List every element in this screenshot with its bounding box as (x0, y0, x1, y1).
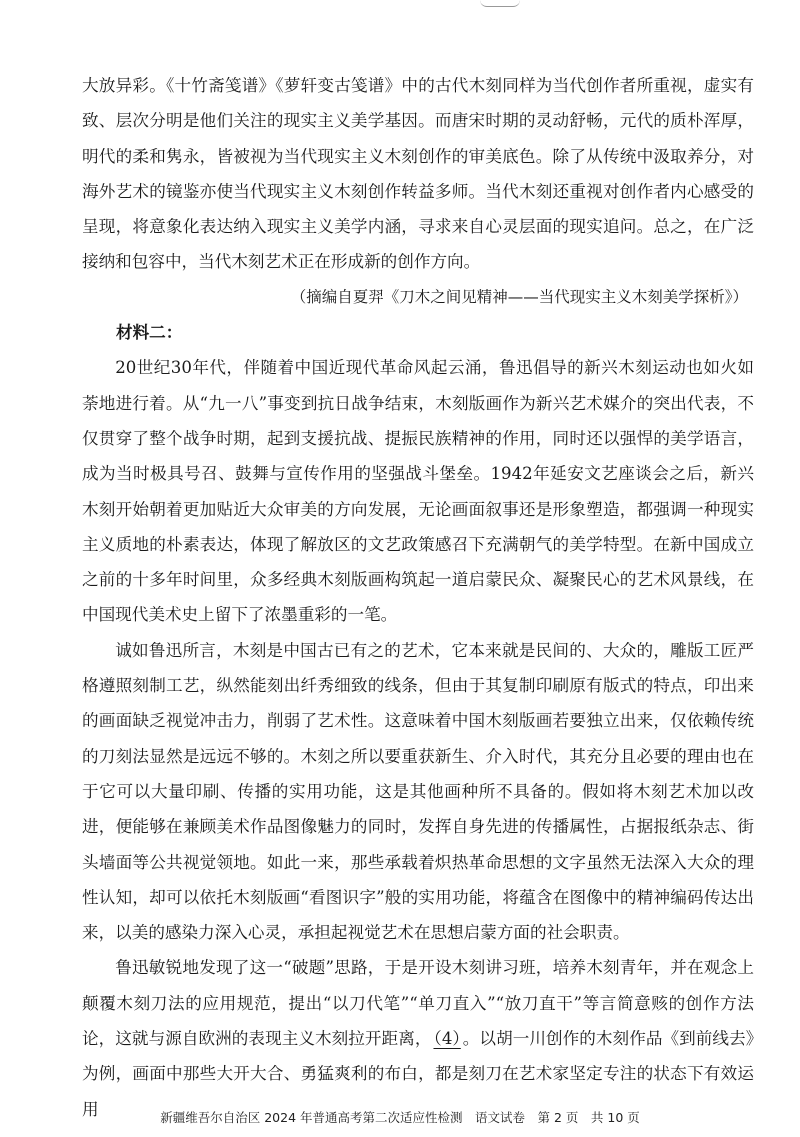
material-two-heading: 材料二： (116, 322, 183, 343)
source-citation: （摘编自夏羿《刀木之间见精神——当代现实主义木刻美学探析》） (290, 287, 748, 306)
material-two-paragraph-3 (82, 950, 754, 1126)
material-two-paragraph-1: 20世纪30年代，伴随着中国近现代革命风起云涌，鲁迅倡导的新兴木刻运动也如火如荼地进行着。从“九一八”事变到抗日战争结束，木刻版画作为新兴艺术媒介的突出代表，不仅贯穿了整个战争时期，起到支援抗战、提振民族精神的作用，同时还以强悍的美学语言，成为当时极具号召、鼓舞与宣传作用的坚强战斗堡垒。1942年延安文艺座谈会之后，新兴木刻开始朝着更加贴近大众审美的方向发展，无论画面叙事还是形象塑造，都强调一种现实主义质地的朴素表达，体现了解放区的文艺政策感召下充满朝气的美学特型。在新中国成立之前的十多年时间里，众多经典木刻版画构筑起一道启蒙民众、凝聚民心的艺术风景线，在中国现代美术史上留下了浓墨重彩的一笔。 (82, 358, 754, 625)
fill-blank-4: （4） (433, 1029, 461, 1049)
paragraph-3-text-before: 鲁迅敏锐地发现了这一“破题”思路，于是开设木刻讲习班，培养木刻青年，并在观念上颠覆木刻刀法的应用规范，提出“以刀代笔”“单刀直入”“放刀直干”等言简意赅的创作方法论，这就与源自欧洲的表现主义木刻拉开距离， (82, 958, 754, 1049)
scan-mark (480, 0, 520, 7)
material-one-tail-paragraph: 大放异彩。《十竹斋笺谱》《萝轩变古笺谱》中的古代木刻同样为当代创作者所重视，虚实有致、层次分明是他们关注的现实主义美学基因。而唐宋时期的灵动舒畅，元代的质朴浑厚，明代的柔和隽永，皆被视为当代现实主义木刻创作的审美底色。除了从传统中汲取养分，对海外艺术的镜鉴亦使当代现实主义木刻创作转益多师。当代木刻还重视对创作者内心感受的呈现，将意象化表达纳入现实主义美学内涵，寻求来自心灵层面的现实追问。总之，在广泛接纳和包容中，当代木刻艺术正在形成新的创作方向。 (82, 76, 754, 272)
page-footer: 新疆维吾尔自治区 2024 年普通高考第二次适应性检测 语文试卷 第 2 页 共 10 页 (160, 1110, 640, 1125)
material-two-paragraph-2: 诚如鲁迅所言，木刻是中国古已有之的艺术，它本来就是民间的、大众的，雕版工匠严格遵照刻制工艺，纵然能刻出纤秀细致的线条，但由于其复制印刷原有版式的特点，印出来的画面缺乏视觉冲击力，削弱了艺术性。这意味着中国木刻版画若要独立出来，仅依赖传统的刀刻法显然是远远不够的。木刻之所以要重获新生、介入时代，其充分且必要的理由也在于它可以大量印刷、传播的实用功能，这是其他画种所不具备的。假如将木刻艺术加以改进，便能够在兼顾美术作品图像魅力的同时，发挥自身先进的传播属性，占据报纸杂志、街头墙面等公共视觉领地。如此一来，那些承载着炽热革命思想的文字虽然无法深入大众的理性认知，却可以依托木刻版画“看图识字”般的实用功能，将蕴含在图像中的精神编码传达出来，以美的感染力深入心灵，承担起视觉艺术在思想启蒙方面的社会职责。 (82, 640, 754, 943)
exam-page-body (82, 68, 754, 1127)
paragraph-3-text-after: 。以胡一川创作的木刻作品《到前线去》为例，画面中那些大开大合、勇猛爽利的布白，都是刻刀在艺术家坚定专注的状态下有效运用 (82, 1029, 754, 1119)
